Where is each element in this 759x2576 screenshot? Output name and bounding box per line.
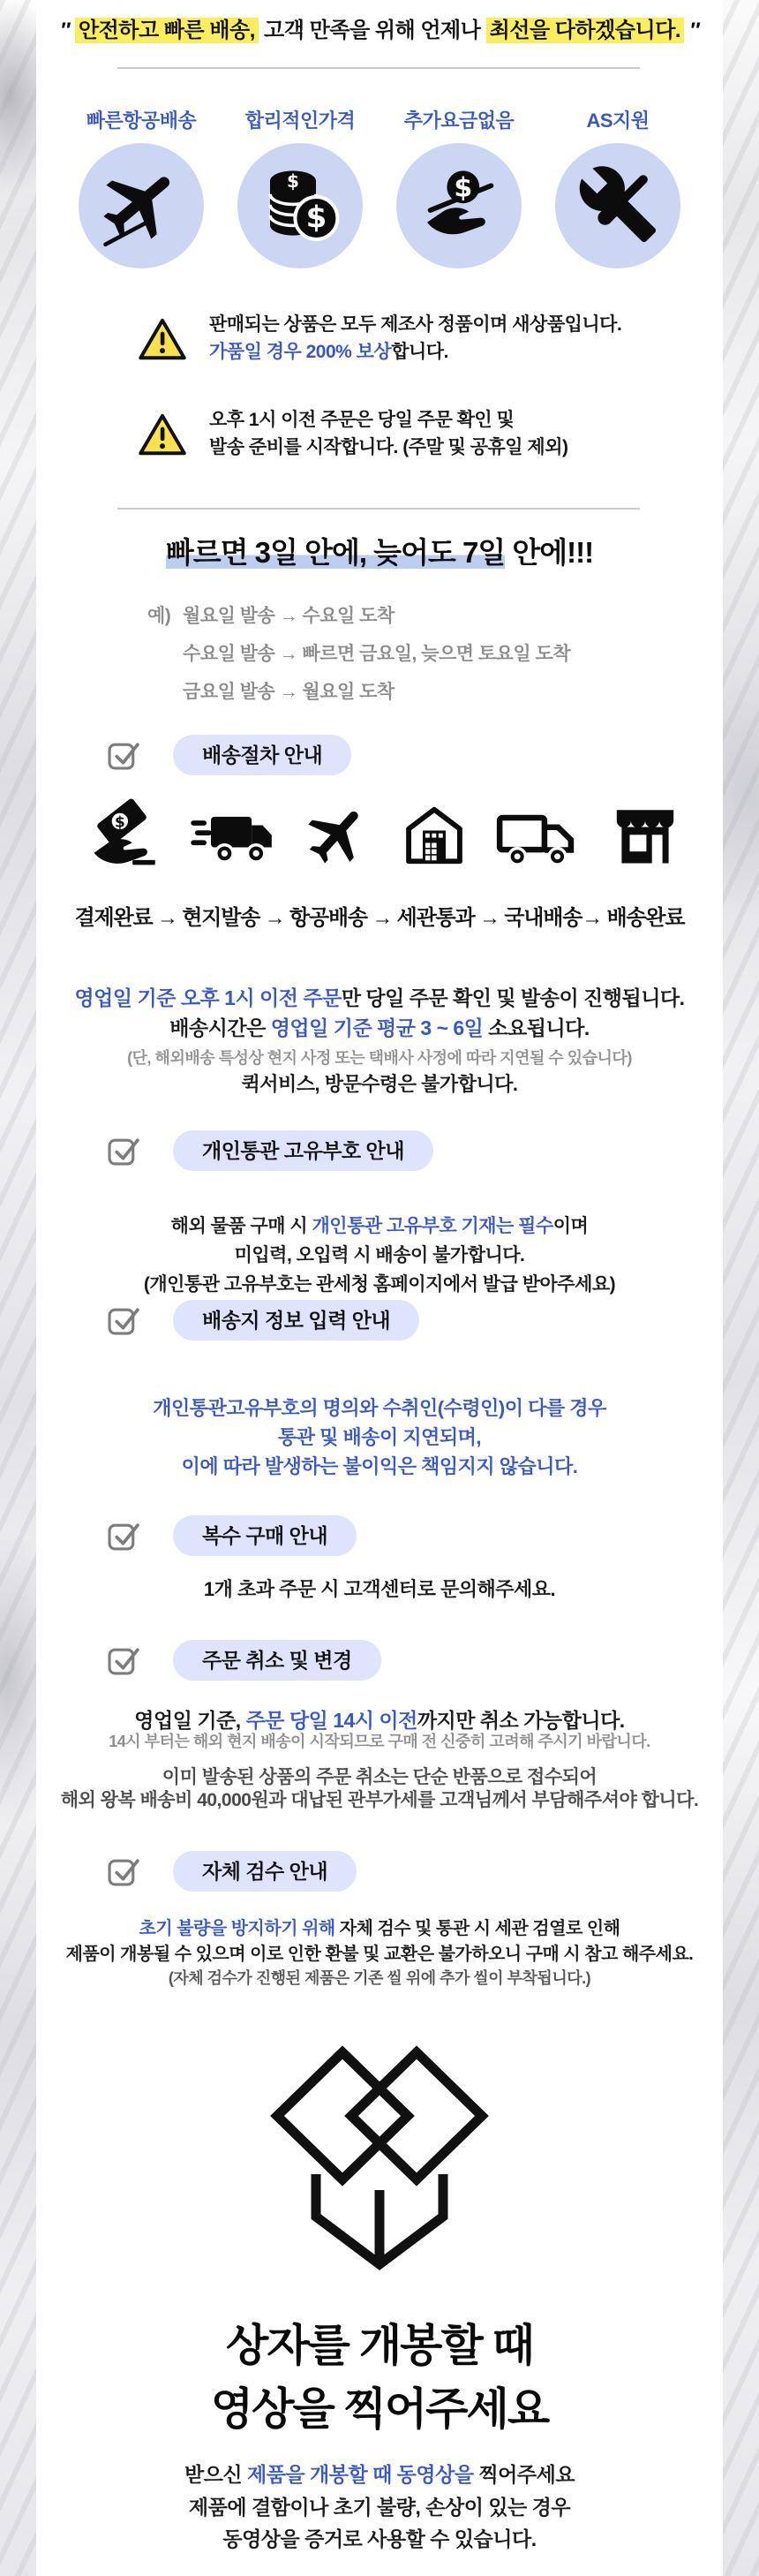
address-info-line2: 통관 및 배송이 지연되며, [278,1426,481,1448]
example-line: 월요일 발송 → 수요일 도착 [183,606,395,626]
address-info-line1: 개인통관고유부호의 명의와 수취인(수령인)이 다를 경우 [153,1397,606,1419]
unboxing-title-line1: 상자를 개봉할 때 [226,2321,533,2370]
line-rest: 까지만 취소 가능합니다. [417,1709,625,1732]
feature-no-extra-fee [386,106,532,268]
section-title-pill: 배송지 정보 입력 안내 [173,1300,419,1341]
top-banner [36,12,723,43]
cutoff-highlight: 영업일 기준 오후 1시 이전 주문 [74,986,342,1009]
truck-icon [494,797,582,878]
line-pre: 받으신 [184,2463,247,2486]
cancel-cutoff-highlight: 주문 당일 14시 이전 [245,1709,417,1732]
warning-line: 오후 1시 이전 주문은 당일 주문 확인 및 [209,410,515,430]
unboxing-line3: 동영상을 증거로 사용할 수 있습니다. [222,2527,537,2550]
unboxing-video-highlight: 제품을 개봉할 때 동영상을 [246,2463,474,2486]
unboxing-line2: 제품에 결함이나 초기 불량, 손상이 있는 경우 [188,2496,571,2519]
banner-highlight-1: 안전하고 빠른 배송, [75,18,259,43]
example-line: 금요일 발송 → 월요일 도착 [183,682,395,702]
feature-as-support [545,106,691,268]
line-rest: 소요됩니다. [483,1016,590,1039]
warning-order-cutoff [209,406,567,461]
line-rest: 만 당일 주문 확인 및 발송이 진행됩니다. [341,986,685,1009]
tools-icon [576,162,659,250]
cancellation-line3: 이미 발송된 상품의 주문 취소는 단순 반품으로 접수되어 [162,1767,597,1787]
customs-line1 [36,1212,723,1238]
open-quote: ″ [59,19,70,42]
customs-required-highlight: 개인통관 고유부호 기재는 필수 [312,1216,553,1236]
checkbox-icon [108,1303,140,1336]
unboxing-title [36,2314,723,2441]
shipping-info-note: (단, 해외배송 특성상 현지 사정 또는 택배사 사정에 따라 지연될 수 있습니다) [127,1049,632,1067]
airplane-icon [303,798,373,877]
divider [117,508,640,510]
shipping-info-line4: 퀵서비스, 방문수령은 불가합니다. [241,1073,518,1095]
customs-line2: 미입력, 오입력 시 배송이 불가합니다. [234,1245,525,1265]
inspection-highlight: 초기 불량을 방지하기 위해 [139,1919,340,1938]
inspection-line3: (자체 검수가 진행된 제품은 기존 씰 위에 추가 씰이 부착됩니다.) [168,1969,591,1987]
svg-text:$: $ [287,170,299,192]
checkbox-icon [108,1643,140,1676]
content-column [36,0,723,2576]
feature-label: 추가요금없음 [403,110,515,132]
warning-line: 발송 준비를 시작합니다. (주말 및 공휴일 제외) [209,437,568,457]
promise-rest: 안에!!! [505,536,594,569]
close-quote: ″ [689,19,700,42]
section-title-pill: 자체 검수 안내 [173,1851,357,1892]
unboxing-title-line2: 영상을 찍어주세요 [210,2384,549,2434]
svg-text:$: $ [305,199,327,235]
feature-air-shipping [68,106,214,268]
feature-circle [237,143,363,268]
airplane-icon [97,160,185,253]
banner-highlight-2: 최선을 다하겠습니다. [486,18,685,43]
feature-label: 합리적인가격 [244,110,356,132]
shipping-info-line1 [36,982,723,1011]
inspection-line2: 제품이 개봉될 수 있으며 이로 인한 환불 및 교환은 불가하오니 구매 시 참고 해주세요. [65,1945,694,1964]
cancellation-line2: 14시 부터는 해외 현지 배송이 시작되므로 구매 전 신중히 고려해 주시기 바랍니다. [109,1733,650,1750]
section-title-pill: 주문 취소 및 변경 [173,1640,381,1681]
warning-line-rest: 합니다. [391,342,448,362]
warning-line: 판매되는 상품은 모두 제조사 정품이며 새상품입니다. [209,314,622,335]
feature-fair-price [227,106,373,268]
customs-line3: (개인통관 고유부호는 관세청 홈페이지에서 발급 받아주세요) [143,1274,616,1295]
line-pre: 영업일 기준, [134,1709,246,1732]
multi-purchase-line: 1개 초과 주문 시 고객센터로 문의해주세요. [203,1578,556,1600]
line-pre: 배송시간은 [169,1016,271,1039]
line-pre: 해외 물품 구매 시 [170,1216,312,1236]
warning-compensation-highlight: 가품일 경우 200% 보상 [209,342,392,362]
feature-row [36,106,723,268]
shipping-info-line2 [36,1012,723,1041]
svg-text:$: $ [114,812,125,830]
checkbox-icon [108,1134,140,1167]
line-rest: 찍어주세요 [473,2463,575,2486]
section-title-pill: 복수 구매 안내 [173,1515,357,1556]
checkbox-icon [108,1855,140,1887]
promise-highlight: 빠르면 3일 안에, 늦어도 7일 [165,536,506,569]
cancellation-line4: 해외 왕복 배송비 40,000원과 대납된 관부가세를 고객님께서 부담해주셔야 합니다. [60,1790,699,1810]
fast-truck-icon [189,797,277,878]
line-rest: 자체 검수 및 통관 시 세관 검열로 인해 [339,1919,620,1938]
feature-circle [79,143,204,268]
warning-line [209,338,621,366]
section-title-pill: 개인통관 고유부호 안내 [173,1130,433,1171]
open-box-icon [224,2042,535,2307]
unboxing-line1 [36,2459,723,2488]
feature-label: 빠른항공배송 [86,110,197,132]
warning-triangle-icon [137,412,188,458]
delivery-promise-title [36,530,723,571]
checkbox-icon [108,738,140,771]
no-extra-fee-icon [417,162,501,251]
example-line: 수요일 발송 → 빠르면 금요일, 늦으면 토요일 도착 [183,644,571,664]
payment-hand-icon [86,797,163,879]
line-rest: 이며 [552,1216,589,1236]
warning-authentic [209,311,621,366]
divider [117,67,640,69]
section-title-pill: 배송절차 안내 [173,735,351,775]
shipping-flow-text: 결제완료 → 현지발송 → 항공배송 → 세관통과 → 국내배송→ 배송완료 [74,906,685,930]
inspection-line1 [36,1914,723,1939]
warehouse-icon [400,797,469,878]
example-label: 예) [147,606,171,626]
banner-mid-text: 고객 만족을 위해 언제나 [258,19,486,42]
warning-triangle-icon [137,316,188,363]
duration-highlight: 영업일 기준 평균 3 ~ 6일 [270,1016,484,1039]
store-icon [608,797,682,878]
feature-circle [555,143,680,268]
svg-text:$: $ [454,172,473,204]
address-info-line3: 이에 따라 발생하는 불이익은 책임지지 않습니다. [181,1455,578,1477]
feature-circle [396,143,522,268]
coins-icon [258,162,342,251]
feature-label: AS지원 [586,110,650,132]
checkbox-icon [108,1519,140,1552]
shipping-process-icons [36,797,723,877]
